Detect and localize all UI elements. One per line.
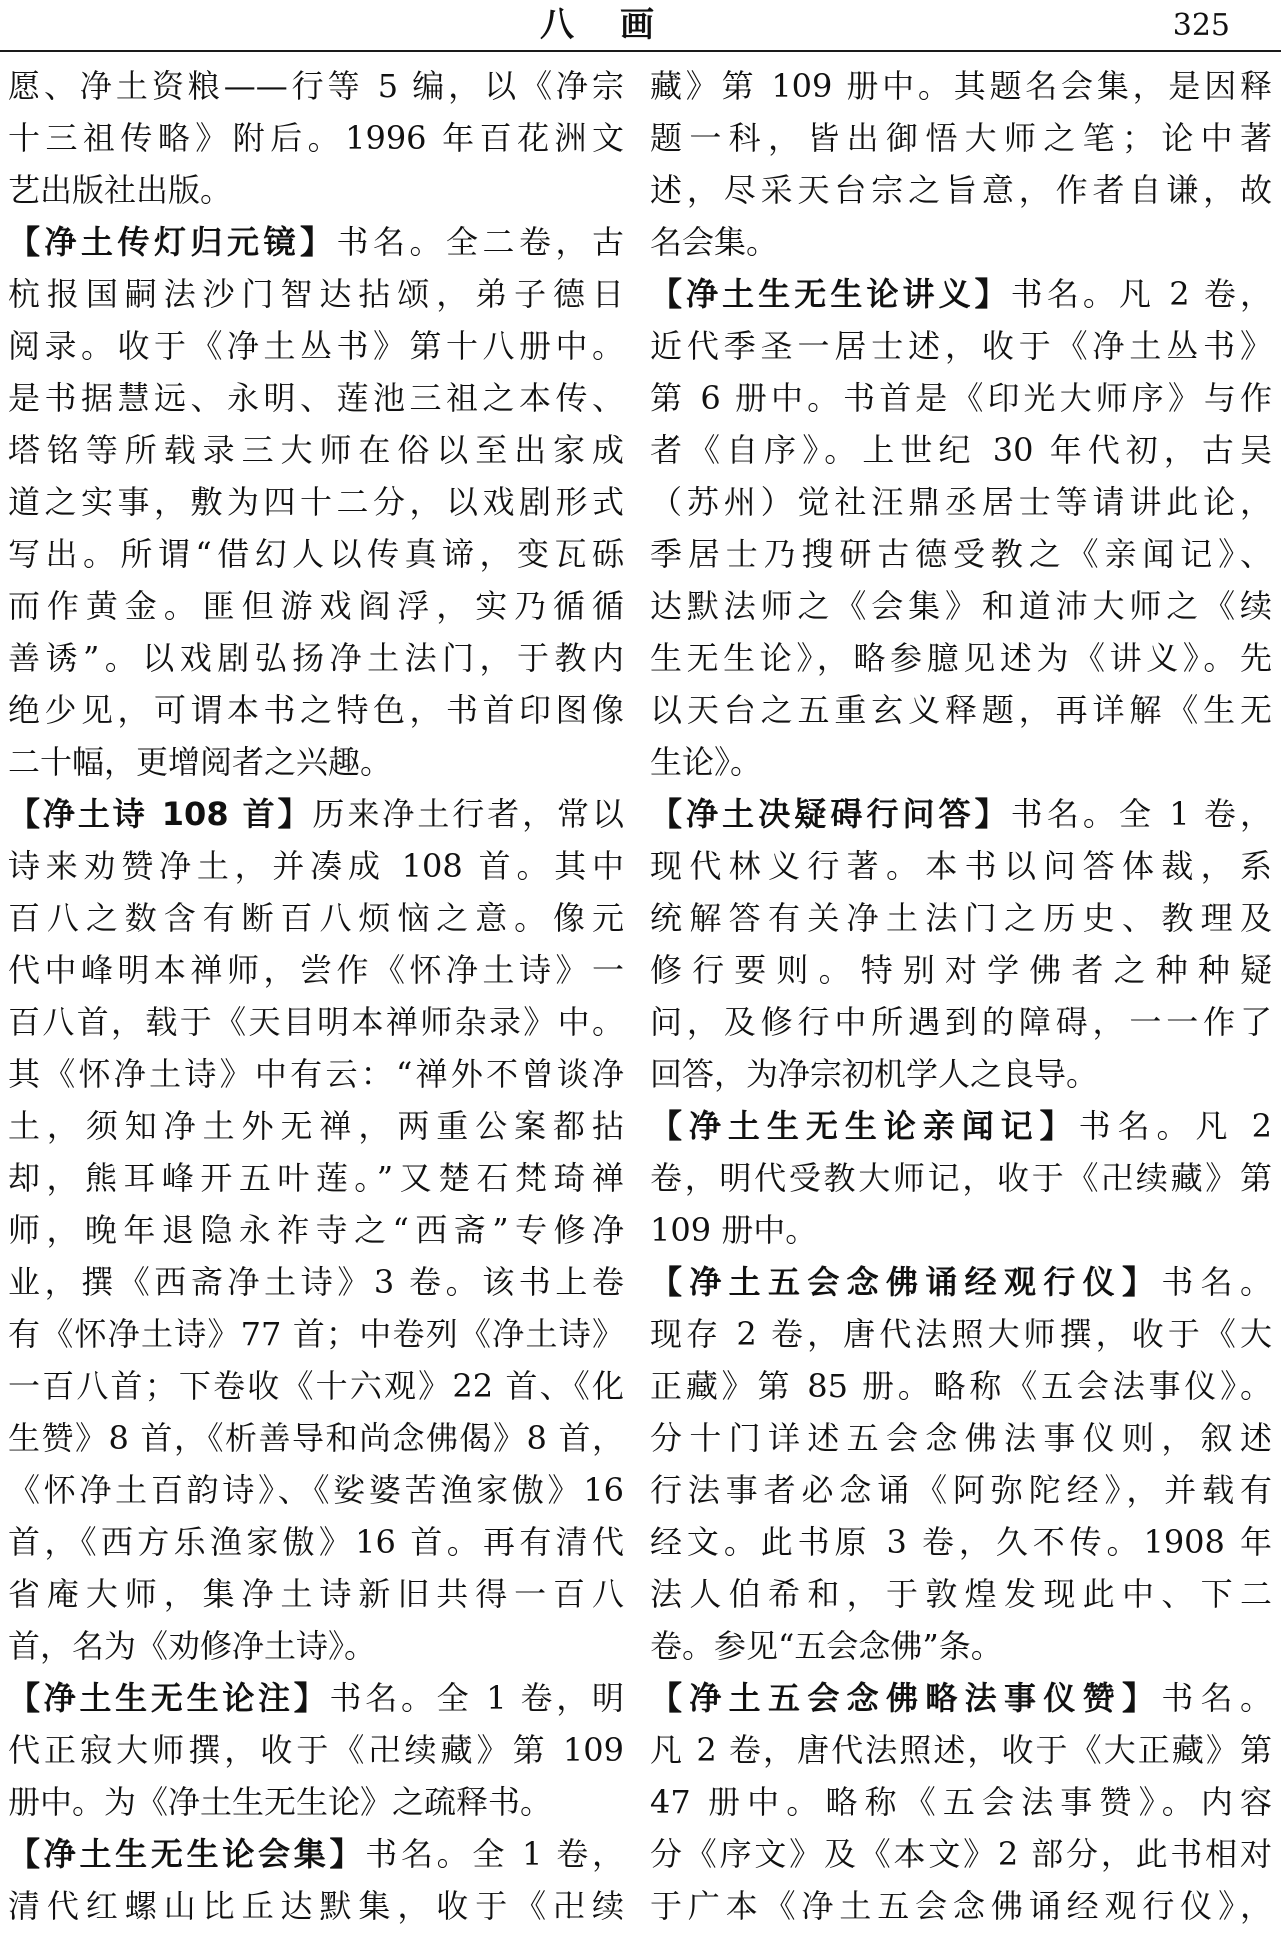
entry-text: 书名。全 1 卷，: [365, 1835, 624, 1873]
text-line: [8, 1568, 624, 1620]
text-line: [650, 320, 1272, 372]
entry-text: 以天台之五重玄义释题，再详解《生无: [650, 691, 1272, 729]
text-line: [650, 1256, 1272, 1308]
entry-text: 杭报国嗣法沙门智达拈颂，弟子德日: [8, 275, 624, 313]
text-line: [650, 528, 1272, 580]
text-line: [8, 320, 624, 372]
entry-text: 艺出版社出版。: [8, 171, 233, 209]
entry-text: 题一科，皆出御悟大师之笔；论中著: [650, 119, 1272, 157]
entry-text: 卷。参见“五会念佛”条。: [650, 1627, 1003, 1665]
text-line: [650, 944, 1272, 996]
entry-text: 道之实事，敷为四十二分，以戏剧形式: [8, 483, 624, 521]
text-line: [8, 1204, 624, 1256]
text-line: [8, 1464, 624, 1516]
text-line: [8, 1100, 624, 1152]
text-line: [650, 424, 1272, 476]
entry-text: 是书据慧远、永明、莲池三祖之本传、: [8, 379, 624, 417]
entry-text: 却，熊耳峰开五叶莲。”又楚石梵琦禅: [8, 1159, 624, 1197]
entry-text: 统解答有关净土法门之历史、教理及: [650, 899, 1272, 937]
entry-text: 书名。: [1161, 1263, 1272, 1301]
text-line: [650, 840, 1272, 892]
text-line: [650, 788, 1272, 840]
entry-text: 代正寂大师撰，收于《卍续藏》第 109: [8, 1731, 624, 1769]
entry-text: 愿、净土资粮——行等 5 编，以《净宗: [8, 67, 624, 105]
entry-headword: 【净土传灯归元镜】: [8, 223, 337, 261]
entry-text: 分十门详述五会念佛法事仪则，叙述: [650, 1419, 1272, 1457]
text-line: [8, 996, 624, 1048]
entry-headword: 【净土生无生论讲义】: [650, 275, 1011, 313]
entry-text: 二十幅，更增阅者之兴趣。: [8, 743, 393, 781]
entry-headword: 【净土生无生论会集】: [8, 1835, 366, 1873]
text-line: [8, 1620, 624, 1672]
entry-text: 百八之数含有断百八烦恼之意。像元: [8, 899, 624, 937]
entry-text: 首，名为《劝修净土诗》。: [8, 1627, 377, 1665]
text-line: [8, 632, 624, 684]
text-line: [8, 580, 624, 632]
entry-text: 卷，明代受教大师记，收于《卍续藏》第: [650, 1159, 1272, 1197]
right-column: [650, 60, 1272, 1934]
text-line: [650, 112, 1272, 164]
text-line: [8, 268, 624, 320]
text-line: [8, 944, 624, 996]
entry-text: （苏州）觉社汪鼎丞居士等请讲此论，: [650, 483, 1272, 521]
text-line: [650, 1880, 1272, 1932]
entry-text: 《怀净土百韵诗》、《娑婆苦渔家傲》16: [8, 1471, 624, 1509]
text-line: [8, 476, 624, 528]
text-line: [8, 60, 624, 112]
text-line: [650, 372, 1272, 424]
text-line: [8, 736, 624, 788]
entry-text: 生无生论》，略参臆见述为《讲义》。先: [650, 639, 1272, 677]
text-line: [650, 268, 1272, 320]
text-line: [650, 1516, 1272, 1568]
text-line: [8, 424, 624, 476]
entry-text: 阅录。收于《净土丛书》第十八册中。: [8, 327, 624, 365]
text-line: [8, 684, 624, 736]
text-line: [8, 1724, 624, 1776]
text-line: [650, 632, 1272, 684]
text-line: [650, 216, 1272, 268]
entry-text: 书名。: [1161, 1679, 1272, 1717]
entry-text: 正藏》第 85 册。略称《五会法事仪》。: [650, 1367, 1272, 1405]
text-line: [8, 1048, 624, 1100]
text-line: [650, 1360, 1272, 1412]
text-line: [650, 736, 1272, 788]
entry-text: 问，及修行中所遇到的障碍，一一作了: [650, 1003, 1272, 1041]
text-line: [650, 892, 1272, 944]
entry-text: 现存 2 卷，唐代法照大师撰，收于《大: [650, 1315, 1272, 1353]
text-line: [8, 1672, 624, 1724]
text-line: [8, 1828, 624, 1880]
entry-text: 近代季圣一居士述，收于《净土丛书》: [650, 327, 1272, 365]
entry-text: 书名。凡 2: [1078, 1107, 1272, 1145]
text-line: [8, 892, 624, 944]
entry-text: 法人伯希和，于敦煌发现此中、下二: [650, 1575, 1272, 1613]
entry-text: 书名。全 1 卷，明: [329, 1679, 624, 1717]
header-rule: [0, 50, 1281, 52]
entry-text: 书名。凡 2 卷，: [1010, 275, 1272, 313]
entry-text: 述，尽采天台宗之旨意，作者自谦，故: [650, 171, 1272, 209]
entry-text: 47 册中。略称《五会法事赞》。内容: [650, 1783, 1272, 1821]
text-line: [8, 1308, 624, 1360]
entry-headword: 【净土五会念佛诵经观行仪】: [650, 1263, 1162, 1301]
entry-text: 名会集。: [650, 223, 779, 261]
entry-text: 一百八首；下卷收《十六观》22 首、《化: [8, 1367, 624, 1405]
entry-text: 生论》。: [650, 743, 763, 781]
entry-text: 季居士乃搜研古德受教之《亲闻记》、: [650, 535, 1272, 573]
text-line: [650, 1048, 1272, 1100]
entry-text: 达默法师之《会集》和道沛大师之《续: [650, 587, 1272, 625]
entry-text: 者《自序》。上世纪 30 年代初，古吴: [650, 431, 1272, 469]
text-line: [8, 1516, 624, 1568]
text-line: [650, 1672, 1272, 1724]
text-line: [8, 1152, 624, 1204]
entry-headword: 【净土决疑碍行问答】: [650, 795, 1011, 833]
text-line: [8, 528, 624, 580]
text-line: [650, 164, 1272, 216]
text-line: [650, 1308, 1272, 1360]
text-line: [8, 112, 624, 164]
entry-text: 分《序文》及《本文》2 部分，此书相对: [650, 1835, 1272, 1873]
entry-headword: 【净土生无生论亲闻记】: [650, 1107, 1079, 1145]
text-line: [650, 1464, 1272, 1516]
text-line: [8, 1412, 624, 1464]
entry-text: 业，撰《西斋净土诗》3 卷。该书上卷: [8, 1263, 624, 1301]
entry-text: 写出。所谓“借幻人以传真谛，变瓦砾: [8, 535, 624, 573]
entry-text: 生赞》8 首，《析善导和尚念佛偈》8 首，: [8, 1419, 624, 1457]
text-line: [8, 840, 624, 892]
text-line: [650, 1724, 1272, 1776]
entry-text: 十三祖传略》附后。1996 年百花洲文: [8, 119, 624, 157]
entry-text: 土，须知净土外无禅，两重公案都拈: [8, 1107, 624, 1145]
text-line: [650, 476, 1272, 528]
section-title: 八 画: [540, 5, 660, 45]
entry-headword: 【净土五会念佛略法事仪赞】: [650, 1679, 1162, 1717]
left-column: [8, 60, 624, 1934]
entry-text: 册中。为《净土生无生论》之疏释书。: [8, 1783, 553, 1821]
entry-text: 清代红螺山比丘达默集，收于《卍续: [8, 1887, 624, 1925]
entry-text: 凡 2 卷，唐代法照述，收于《大正藏》第: [650, 1731, 1272, 1769]
text-line: [8, 216, 624, 268]
text-line: [650, 1568, 1272, 1620]
text-line: [650, 996, 1272, 1048]
entry-text: 历来净土行者，常以: [312, 795, 624, 833]
text-line: [650, 60, 1272, 112]
text-line: [650, 1620, 1272, 1672]
entry-text: 省庵大师，集净土诗新旧共得一百八: [8, 1575, 624, 1613]
entry-text: 于广本《净土五会念佛诵经观行仪》，: [650, 1887, 1272, 1925]
entry-text: 代中峰明本禅师，尝作《怀净土诗》一: [8, 951, 624, 989]
entry-text: 书名。全二卷，古: [336, 223, 624, 261]
entry-text: 善诱”。以戏剧弘扬净土法门，于教内: [8, 639, 624, 677]
text-line: [650, 684, 1272, 736]
entry-text: 诗来劝赞净土，并凑成 108 首。其中: [8, 847, 624, 885]
entry-text: 书名。全 1 卷，: [1010, 795, 1272, 833]
entry-text: 109 册中。: [650, 1211, 818, 1249]
entry-text: 其《怀净土诗》中有云：“禅外不曾谈净: [8, 1055, 624, 1093]
entry-headword: 【净土生无生论注】: [8, 1679, 330, 1717]
text-line: [8, 1256, 624, 1308]
text-line: [650, 1204, 1272, 1256]
entry-text: 首，《西方乐渔家傲》16 首。再有清代: [8, 1523, 624, 1561]
text-line: [8, 1880, 624, 1932]
text-line: [8, 1776, 624, 1828]
text-line: [650, 1776, 1272, 1828]
entry-text: 行法事者必念诵《阿弥陀经》，并载有: [650, 1471, 1272, 1509]
entry-text: 藏》第 109 册中。其题名会集，是因释: [650, 67, 1272, 105]
entry-text: 经文。此书原 3 卷，久不传。1908 年: [650, 1523, 1272, 1561]
text-line: [650, 1100, 1272, 1152]
entry-text: 百八首，载于《天目明本禅师杂录》中。: [8, 1003, 624, 1041]
text-line: [650, 580, 1272, 632]
text-line: [650, 1152, 1272, 1204]
entry-text: 师，晚年退隐永祚寺之“西斋”专修净: [8, 1211, 624, 1249]
text-line: [8, 372, 624, 424]
entry-text: 塔铭等所载录三大师在俗以至出家成: [8, 431, 624, 469]
entry-text: 现代林义行著。本书以问答体裁，系: [650, 847, 1272, 885]
text-line: [8, 164, 624, 216]
entry-text: 有《怀净土诗》77 首；中卷列《净土诗》: [8, 1315, 624, 1353]
entry-headword: 【净土诗 108 首】: [8, 795, 313, 833]
entry-text: 而作黄金。匪但游戏阎浮，实乃循循: [8, 587, 624, 625]
text-line: [8, 788, 624, 840]
entry-text: 修行要则。特别对学佛者之种种疑: [650, 951, 1272, 989]
page-number: 325: [1172, 8, 1230, 43]
text-line: [650, 1828, 1272, 1880]
entry-text: 第 6 册中。书首是《印光大师序》与作: [650, 379, 1272, 417]
text-line: [650, 1412, 1272, 1464]
text-line: [8, 1360, 624, 1412]
entry-text: 绝少见，可谓本书之特色，书首印图像: [8, 691, 624, 729]
entry-text: 回答，为净宗初机学人之良导。: [650, 1055, 1099, 1093]
